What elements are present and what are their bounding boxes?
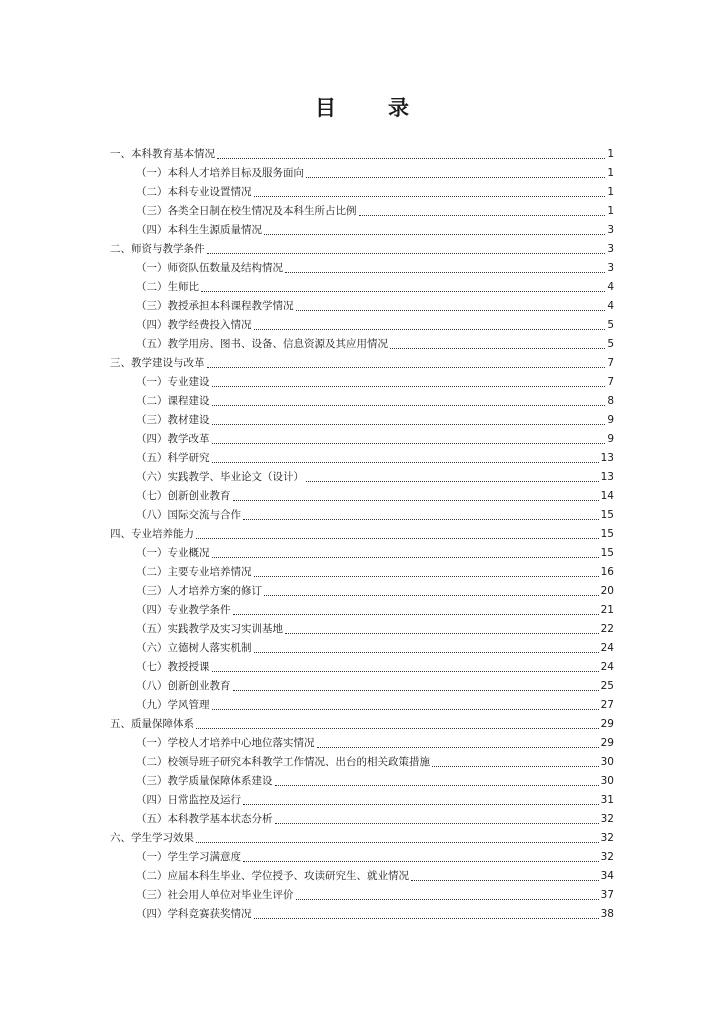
toc-subsection-entry[interactable] xyxy=(110,202,614,221)
toc-page-number: 14 xyxy=(600,490,614,502)
toc-subsection-entry[interactable] xyxy=(110,696,614,715)
toc-page-number: 3 xyxy=(607,224,614,236)
toc-page-number: 3 xyxy=(607,262,614,274)
toc-dot-leader xyxy=(317,747,599,748)
toc-entry-label: 六、学生学习效果 xyxy=(110,832,194,844)
toc-subsection-entry[interactable] xyxy=(110,297,614,316)
toc-subsection-entry[interactable] xyxy=(110,259,614,278)
toc-dot-leader xyxy=(306,481,599,482)
toc-subsection-entry[interactable] xyxy=(110,658,614,677)
toc-dot-leader xyxy=(196,842,599,843)
toc-dot-leader xyxy=(275,823,599,824)
toc-subsection-entry[interactable] xyxy=(110,392,614,411)
toc-dot-leader xyxy=(296,899,599,900)
toc-page-number: 1 xyxy=(607,205,614,217)
toc-entry-label: （二）应届本科生毕业、学位授予、攻读研究生、就业情况 xyxy=(136,870,409,882)
toc-page-number: 30 xyxy=(600,756,614,768)
toc-entry-label: （七）教授授课 xyxy=(136,661,210,673)
toc-section-entry[interactable] xyxy=(110,354,614,373)
toc-page-number: 9 xyxy=(607,414,614,426)
toc-entry-label: 四、专业培养能力 xyxy=(110,528,194,540)
toc-dot-leader xyxy=(212,405,606,406)
toc-subsection-entry[interactable] xyxy=(110,620,614,639)
toc-entry-label: （一）专业概况 xyxy=(136,547,210,559)
toc-entry-label: （五）教学用房、图书、设备、信息资源及其应用情况 xyxy=(136,338,388,350)
toc-page-number: 13 xyxy=(600,471,614,483)
toc-subsection-entry[interactable] xyxy=(110,639,614,658)
toc-subsection-entry[interactable] xyxy=(110,506,614,525)
toc-entry-label: （一）本科人才培养目标及服务面向 xyxy=(136,167,304,179)
toc-page-number: 4 xyxy=(607,300,614,312)
toc-entry-label: （二）生师比 xyxy=(136,281,199,293)
toc-entry-label: （三）教学质量保障体系建设 xyxy=(136,775,273,787)
toc-dot-leader xyxy=(285,633,599,634)
toc-subsection-entry[interactable] xyxy=(110,164,614,183)
toc-page-number: 24 xyxy=(600,661,614,673)
toc-dot-leader xyxy=(212,386,606,387)
toc-page-number: 9 xyxy=(607,433,614,445)
toc-entry-label: （三）各类全日制在校生情况及本科生所占比例 xyxy=(136,205,357,217)
toc-subsection-entry[interactable] xyxy=(110,411,614,430)
toc-dot-leader xyxy=(264,234,605,235)
toc-subsection-entry[interactable] xyxy=(110,734,614,753)
toc-subsection-entry[interactable] xyxy=(110,221,614,240)
toc-entry-label: （五）实践教学及实习实训基地 xyxy=(136,623,283,635)
toc-dot-leader xyxy=(390,348,605,349)
toc-dot-leader xyxy=(196,728,599,729)
toc-dot-leader xyxy=(264,595,599,596)
toc-subsection-entry[interactable] xyxy=(110,848,614,867)
toc-entry-label: （七）创新创业教育 xyxy=(136,490,231,502)
toc-dot-leader xyxy=(201,291,605,292)
toc-page-number: 15 xyxy=(600,528,614,540)
toc-page-number: 21 xyxy=(600,604,614,616)
toc-dot-leader xyxy=(359,215,606,216)
toc-page-number: 1 xyxy=(607,148,614,160)
toc-dot-leader xyxy=(212,462,599,463)
toc-dot-leader xyxy=(254,576,599,577)
toc-page-number: 32 xyxy=(600,851,614,863)
toc-dot-leader xyxy=(196,538,599,539)
toc-page-number: 29 xyxy=(600,718,614,730)
toc-page-number: 7 xyxy=(607,376,614,388)
toc-section-entry[interactable] xyxy=(110,145,614,164)
toc-section-entry[interactable] xyxy=(110,525,614,544)
toc-entry-label: （六）立德树人落实机制 xyxy=(136,642,252,654)
toc-page-number: 37 xyxy=(600,889,614,901)
toc-subsection-entry[interactable] xyxy=(110,772,614,791)
toc-dot-leader xyxy=(233,614,599,615)
toc-subsection-entry[interactable] xyxy=(110,582,614,601)
toc-entry-label: 三、教学建设与改革 xyxy=(110,357,205,369)
toc-entry-label: （一）学生学习满意度 xyxy=(136,851,241,863)
toc-dot-leader xyxy=(243,519,599,520)
toc-entry-label: （二）本科专业设置情况 xyxy=(136,186,252,198)
toc-entry-label: （三）社会用人单位对毕业生评价 xyxy=(136,889,294,901)
toc-subsection-entry[interactable] xyxy=(110,810,614,829)
toc-entry-label: 二、师资与教学条件 xyxy=(110,243,205,255)
toc-page-number: 16 xyxy=(600,566,614,578)
toc-dot-leader xyxy=(212,671,599,672)
toc-dot-leader xyxy=(296,310,606,311)
toc-entry-label: （一）专业建设 xyxy=(136,376,210,388)
toc-entry-label: （五）本科教学基本状态分析 xyxy=(136,813,273,825)
toc-dot-leader xyxy=(254,652,599,653)
toc-dot-leader xyxy=(212,557,599,558)
toc-dot-leader xyxy=(212,709,599,710)
toc-dot-leader xyxy=(306,177,605,178)
toc-dot-leader xyxy=(254,329,606,330)
toc-entry-label: （八）创新创业教育 xyxy=(136,680,231,692)
toc-dot-leader xyxy=(432,766,599,767)
toc-dot-leader xyxy=(233,690,599,691)
toc-subsection-entry[interactable] xyxy=(110,753,614,772)
toc-subsection-entry[interactable] xyxy=(110,373,614,392)
toc-dot-leader xyxy=(411,880,599,881)
toc-page-number: 1 xyxy=(607,167,614,179)
toc-subsection-entry[interactable] xyxy=(110,867,614,886)
toc-entry-label: （四）日常监控及运行 xyxy=(136,794,241,806)
toc-entry-label: （九）学风管理 xyxy=(136,699,210,711)
toc-entry-label: 五、质量保障体系 xyxy=(110,718,194,730)
table-of-contents xyxy=(110,145,614,924)
toc-dot-leader xyxy=(275,785,599,786)
toc-dot-leader xyxy=(207,253,606,254)
toc-dot-leader xyxy=(243,804,599,805)
toc-entry-label: （四）学科竞赛获奖情况 xyxy=(136,908,252,920)
toc-subsection-entry[interactable] xyxy=(110,677,614,696)
title-char-right: 录 xyxy=(388,96,409,120)
toc-subsection-entry[interactable] xyxy=(110,335,614,354)
toc-section-entry[interactable] xyxy=(110,715,614,734)
toc-dot-leader xyxy=(285,272,605,273)
page-title xyxy=(0,92,724,122)
toc-entry-label: （一）学校人才培养中心地位落实情况 xyxy=(136,737,315,749)
toc-subsection-entry[interactable] xyxy=(110,183,614,202)
toc-page-number: 8 xyxy=(607,395,614,407)
toc-entry-label: （四）教学改革 xyxy=(136,433,210,445)
toc-entry-label: （八）国际交流与合作 xyxy=(136,509,241,521)
toc-subsection-entry[interactable] xyxy=(110,316,614,335)
toc-dot-leader xyxy=(212,424,606,425)
toc-entry-label: （二）校领导班子研究本科教学工作情况、出台的相关政策措施 xyxy=(136,756,430,768)
toc-entry-label: （三）教材建设 xyxy=(136,414,210,426)
toc-page-number: 27 xyxy=(600,699,614,711)
toc-page-number: 32 xyxy=(600,813,614,825)
toc-dot-leader xyxy=(212,443,606,444)
toc-subsection-entry[interactable] xyxy=(110,601,614,620)
toc-page-number: 15 xyxy=(600,547,614,559)
toc-entry-label: （二）课程建设 xyxy=(136,395,210,407)
toc-page-number: 13 xyxy=(600,452,614,464)
toc-subsection-entry[interactable] xyxy=(110,278,614,297)
toc-entry-label: （四）专业教学条件 xyxy=(136,604,231,616)
toc-page-number: 22 xyxy=(600,623,614,635)
toc-entry-label: （三）教授承担本科课程教学情况 xyxy=(136,300,294,312)
toc-page-number: 25 xyxy=(600,680,614,692)
toc-subsection-entry[interactable] xyxy=(110,487,614,506)
toc-entry-label: （四）本科生生源质量情况 xyxy=(136,224,262,236)
toc-dot-leader xyxy=(254,918,599,919)
toc-page-number: 30 xyxy=(600,775,614,787)
toc-entry-label: （五）科学研究 xyxy=(136,452,210,464)
toc-page-number: 1 xyxy=(607,186,614,198)
toc-page-number: 7 xyxy=(607,357,614,369)
toc-page-number: 31 xyxy=(600,794,614,806)
toc-page-number: 5 xyxy=(607,338,614,350)
toc-entry-label: （一）师资队伍数量及结构情况 xyxy=(136,262,283,274)
toc-entry-label: （四）教学经费投入情况 xyxy=(136,319,252,331)
toc-entry-label: （二）主要专业培养情况 xyxy=(136,566,252,578)
toc-page-number: 38 xyxy=(600,908,614,920)
toc-subsection-entry[interactable] xyxy=(110,468,614,487)
toc-dot-leader xyxy=(243,861,599,862)
toc-subsection-entry[interactable] xyxy=(110,449,614,468)
toc-page-number: 32 xyxy=(600,832,614,844)
toc-page-number: 34 xyxy=(600,870,614,882)
toc-page-number: 4 xyxy=(607,281,614,293)
title-char-left: 目 xyxy=(315,96,336,120)
toc-page-number: 15 xyxy=(600,509,614,521)
toc-page-number: 3 xyxy=(607,243,614,255)
toc-dot-leader xyxy=(207,367,606,368)
toc-subsection-entry[interactable] xyxy=(110,430,614,449)
toc-subsection-entry[interactable] xyxy=(110,544,614,563)
toc-page-number: 29 xyxy=(600,737,614,749)
toc-subsection-entry[interactable] xyxy=(110,886,614,905)
toc-page-number: 5 xyxy=(607,319,614,331)
toc-dot-leader xyxy=(254,196,606,197)
toc-section-entry[interactable] xyxy=(110,829,614,848)
toc-subsection-entry[interactable] xyxy=(110,905,614,924)
toc-subsection-entry[interactable] xyxy=(110,563,614,582)
toc-entry-label: （三）人才培养方案的修订 xyxy=(136,585,262,597)
toc-dot-leader xyxy=(233,500,599,501)
toc-page-number: 20 xyxy=(600,585,614,597)
toc-entry-label: 一、本科教育基本情况 xyxy=(110,148,215,160)
toc-section-entry[interactable] xyxy=(110,240,614,259)
toc-subsection-entry[interactable] xyxy=(110,791,614,810)
toc-entry-label: （六）实践教学、毕业论文（设计） xyxy=(136,471,304,483)
toc-dot-leader xyxy=(217,158,605,159)
toc-page-number: 24 xyxy=(600,642,614,654)
